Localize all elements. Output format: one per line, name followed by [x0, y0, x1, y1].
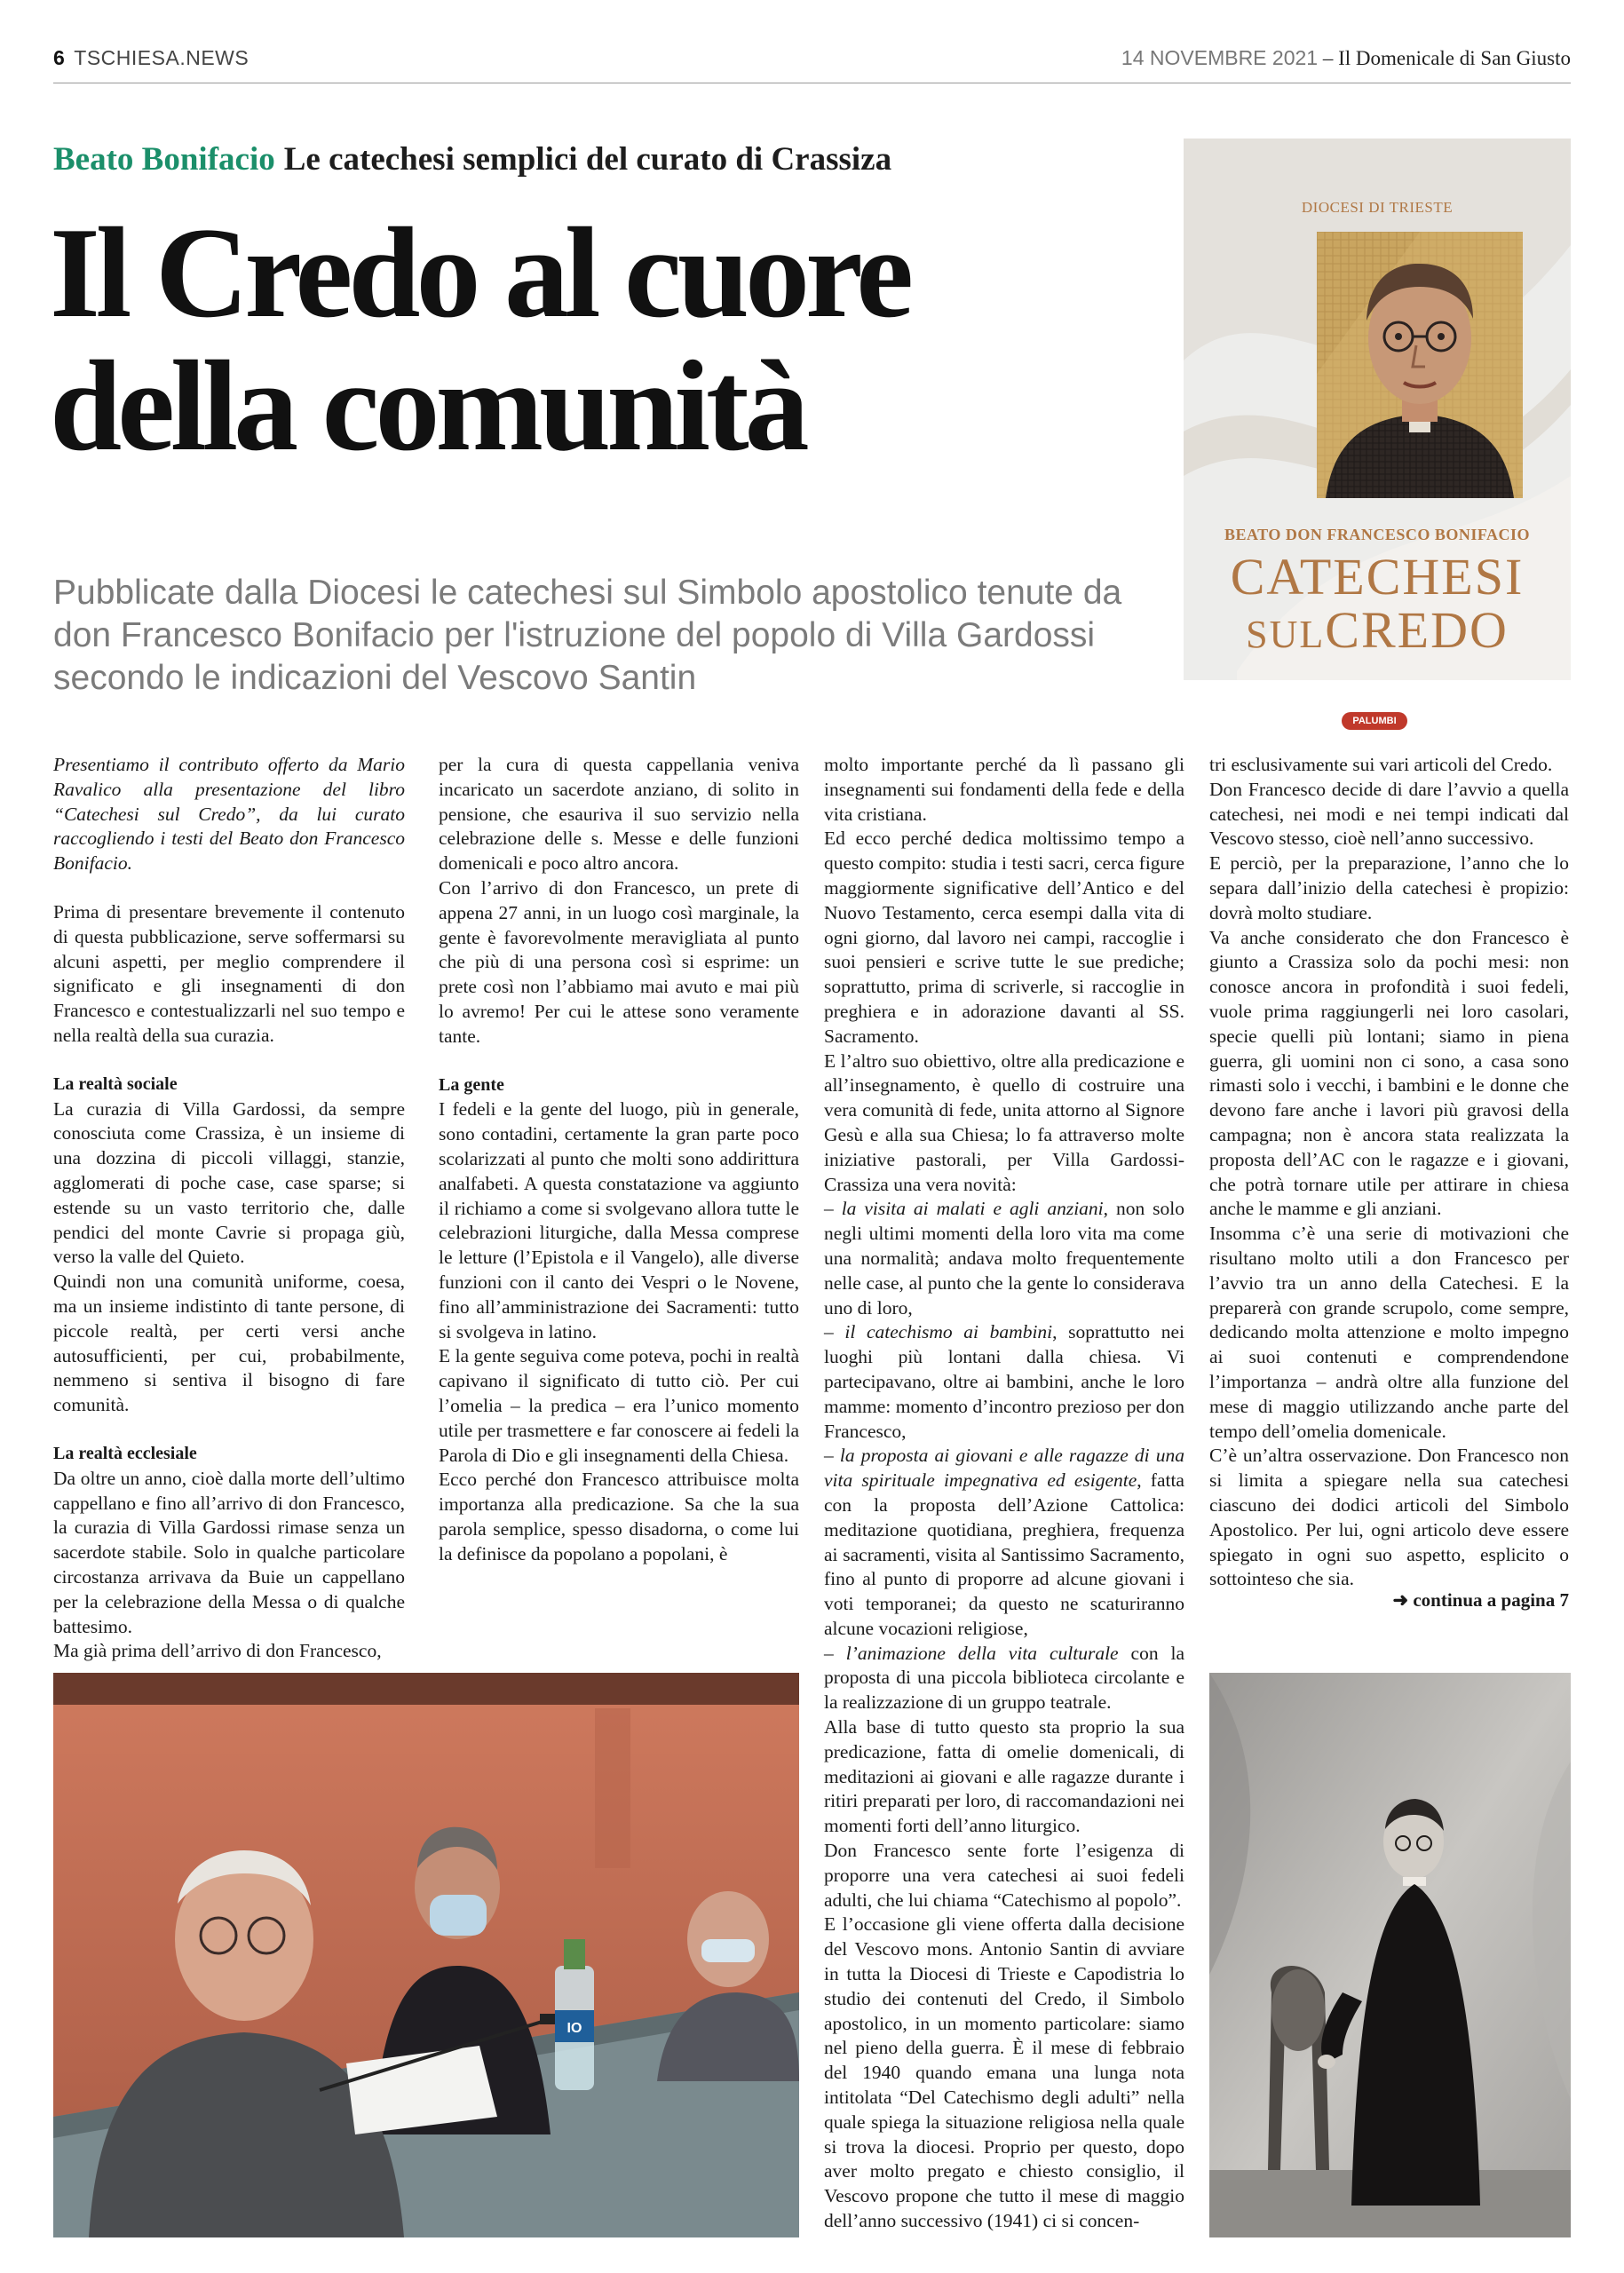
continue-link[interactable]	[1393, 1589, 1570, 1612]
list-item-emphasis: la proposta ai giovani e alle ragazze di una vita spirituale impegnativa ed esigente	[824, 1445, 1185, 1492]
header-separator: –	[1318, 47, 1339, 69]
list-item-text: , fatta con la proposta dell’Azione Cattolica: meditazione quotidiana, preghiera, frequenza ai sacramenti, visita al Santissimo Sacramento, fino al punto di proporre ad alcune giovani i voti temporanei; da questo ne scaturiranno alcune vocazioni religiose,	[824, 1469, 1184, 1639]
paragraph: Con l’arrivo di don Francesco, un prete di appena 27 anni, in un luogo così marginale, la gente è favorevolmente meravigliata al punto che più di una persona così si esprime: un prete così non l’abbiamo mai avuto e mai più lo avremo! Per cui le attese sono veramente tante.	[439, 876, 799, 1047]
cover-title-line-2	[1184, 600, 1571, 660]
historic-portrait-photo	[1209, 1673, 1571, 2237]
paragraph: molto importante perché da lì passano gli insegnamenti sui fondamenti della fede e della vita cristiana.	[824, 754, 1184, 825]
water-bottle-label: IO	[566, 2021, 582, 2036]
paragraph: Insomma c’è una serie di motivazioni che risultano molto utili a don Francesco per l’avvio tra un anno della Catechesi. E la preparerà con grande scrupolo, come sempre, dedicando molta attenzione e molto impegno ai suoi contenuti e comprendendone l’importanza – andrà oltre alla funzione del mese di maggio utilizzando anche parte del tempo dell’omelia domenicale.	[1209, 1223, 1569, 1442]
paragraph: E l’occasione gli viene offerta dalla decisione del Vescovo mons. Antonio Santin di avviare in tutta la Diocesi di Trieste e Capodistria lo studio dei contenuti del Credo, il Simbolo apostolico, in un momento particolare: siamo nel pieno della guerra. È il mese di febbraio del 1940 quando emana una lunga nota intitolata “Del Catechismo degli adulti” nella quale spiega la situazione religiosa nella quale si trova la diocesi. Proprio per questo, dopo aver molto pregato e chiesto consiglio, il Vescovo propone che tutto il mese di maggio dell’anno successivo (1941) ci si concen-	[824, 1913, 1184, 2232]
paragraph: Ma già prima dell’arrivo di don Francesco,	[53, 1640, 382, 1662]
deck-subtitle: Pubblicate dalla Diocesi le catechesi sul Simbolo apostolico tenute da don Francesco Bonifacio per l'istruzione del popolo di Villa Gardossi secondo le indicazioni del Vescovo Santin	[53, 574, 1122, 697]
list-item-emphasis: la visita ai malati e agli anziani	[841, 1198, 1104, 1220]
conference-photo	[53, 1673, 799, 2237]
list-item-text: , soprattutto nei luoghi più lontani dalla chiesa. Vi partecipavano, oltre ai bambini, anche le loro mamme: momento d’incontro prezioso per don Francesco,	[824, 1321, 1184, 1442]
continue-text: continua a pagina 7	[1413, 1589, 1569, 1611]
paragraph: E l’altro suo obiettivo, oltre alla predicazione e all’insegnamento, è quello di costruire una vera comunità di fede, unita attorno al Signore Gesù e alla sua Chiesa; lo fa attraverso molte iniziative pastorali, per Villa Gardossi-Crassiza una vera novità:	[824, 1049, 1184, 1195]
paragraph: Don Francesco decide di dare l’avvio a quella catechesi, nei modi e nei tempi indicati dal Vescovo stesso, cioè nell’anno successivo.	[1209, 778, 1569, 850]
article-column-2	[439, 753, 799, 1567]
paragraph: Da oltre un anno, cioè dalla morte dell’ultimo cappellano e fino all’arrivo di don Francesco, la curazia di Villa Gardossi rimase senza un sacerdote stabile. Solo in qualche particolare circostanza arrivava da Buie un cappellano per la celebrazione della Messa o di qualche battesimo.	[53, 1467, 405, 1637]
paragraph: per la cura di questa cappellania veniva incaricato un sacerdote anziano, di solito in pensione, che esauriva il suo servizio nella celebrazione delle s. Messe e delle funzioni domenicali e poco altro ancora.	[439, 754, 799, 875]
paragraph: C’è un’altra osservazione. Don Francesco non si limita a spiegare nella sua catechesi ciascuno dei dodici articoli del Simbolo Apostolico. Per lui, ogni articolo deve essere spiegato in ogni suo aspetto, esplicito o sottointeso che sia.	[1209, 1445, 1569, 1590]
paragraph: tri esclusivamente sui vari articoli del Credo.	[1209, 754, 1553, 775]
list-item-text: , non solo negli ultimi momenti della loro vita ma come una normalità; andava molto frequentemente nelle case, al punto che la gente lo considerava uno di loro,	[824, 1198, 1185, 1319]
paragraph: Prima di presentare brevemente il contenuto di questa pubblicazione, serve soffermarsi su alcuni aspetti, per meglio comprendere il significato e gli insegnamenti di don Francesco e contestualizzarli nel suo tempo e nella realtà della sua curazia.	[53, 900, 405, 1046]
mosaic-portrait	[1317, 232, 1523, 498]
cover-title-credo: CREDO	[1325, 601, 1509, 659]
site-name[interactable]: TSCHIESA.NEWS	[74, 46, 250, 69]
section-heading: La realtà sociale	[53, 1073, 178, 1094]
paragraph: Ed ecco perché dedica moltissimo tempo a questo compito: studia i testi sacri, cerca figure maggiormente significative dell’Antico e del Nuovo Testamento, cerca esempi dalla vita di ogni giorno, dal lavoro nei campi, raccoglie i suoi pensieri e scrive tutte le sue prediche; soprattutto, prima di scriverle, si raccoglie in preghiera e in adorazione davanti al SS. Sacramento.	[824, 828, 1184, 1047]
list-item-text: con la proposta di una piccola biblioteca circolante e la realizzazione di un gruppo teatrale.	[824, 1642, 1185, 1714]
headline	[50, 201, 1168, 478]
section-heading: La gente	[439, 1074, 504, 1095]
paragraph: E perciò, per la preparazione, l’anno che lo separa dall’inizio della catechesi è propizio: dovrà molto studiare.	[1209, 852, 1569, 923]
page-number: 6	[53, 46, 66, 69]
cover-title-sul: SUL	[1246, 613, 1326, 656]
headline-line-1: Il Credo al cuore	[50, 201, 910, 345]
page-header-left	[53, 46, 249, 70]
paragraph: Quindi non una comunità uniforme, coesa, ma un insieme indistinto di tante persone, di piccole realtà, per certi versi anche autosufficienti, per cui, probabilmente, nemmeno si sentiva il bisogno di fare comunità.	[53, 1271, 405, 1416]
list-item: – l’animazione della vita culturale con la proposta di una piccola biblioteca circolante e la realizzazione di un gruppo teatrale.	[824, 1642, 1185, 1714]
article-column-3	[824, 753, 1184, 2234]
paragraph: La curazia di Villa Gardossi, da sempre conosciuta come Crassiza, è un insieme di una dozzina di piccoli villaggi, stanzie, agglomerati di poche case, case sparse; si estende su un vasto territorio che, dalle pendici del monte Cavrie si propaga giù, verso la valle del Quieto.	[53, 1097, 405, 1268]
publication-name: Il Domenicale di San Giusto	[1338, 47, 1571, 69]
article-column-1	[53, 753, 405, 1664]
paragraph: Alla base di tutto questo sta proprio la sua predicazione, fatta di omelie domenicali, di meditazioni ai giovani e alle ragazze durante i ritiri preparati per loro, di raccomandazioni nei momenti forti dell’anno liturgico.	[824, 1716, 1184, 1837]
paragraph: Don Francesco sente forte l’esigenza di proporre una vera catechesi ai suoi fedeli adulti, che lui chiama “Catechismo al popolo”.	[824, 1840, 1184, 1911]
article-column-4	[1209, 753, 1569, 1592]
list-item: – la visita ai malati e agli anziani, non solo negli ultimi momenti della loro vita ma come una normalità; andava molto frequentemente nelle case, al punto che la gente lo considerava uno di loro,	[824, 1198, 1185, 1319]
kicker	[53, 140, 891, 178]
list-item: – la proposta ai giovani e alle ragazze di una vita spirituale impegnativa ed esigente, fatta con la proposta dell’Azione Cattolica: meditazione quotidiana, preghiera, frequenza ai sacramenti, visita al Santissimo Sacramento, fino al punto di proporre ad alcune giovani i voti temporanei; da questo ne scaturiranno alcune vocazioni religiose,	[824, 1445, 1185, 1639]
cover-diocesi-label: DIOCESI DI TRIESTE	[1301, 199, 1454, 216]
issue-date: 14 NOVEMBRE 2021	[1121, 46, 1319, 69]
paragraph: Ecco perché don Francesco attribuisce molta importanza alla predicazione. Sa che la sua parola semplice, spesso disadorna, o come lui la definisce da popolano a popolani, è	[439, 1469, 799, 1564]
list-item-emphasis: l’animazione della vita culturale	[845, 1642, 1119, 1664]
kicker-text: Le catechesi semplici del curato di Crassiza	[283, 141, 892, 178]
paragraph: E la gente seguiva come poteva, pochi in realtà capivano il significato di tutto ciò. Per cui l’omelia – la predica – era l’unico momento utile per trasmettere e far conoscere ai fedeli la Parola di Dio e gli insegnamenti della Chiesa.	[439, 1345, 799, 1466]
intro-paragraph: Presentiamo il contributo offerto da Mario Ravalico alla presentazione del libro “Catechesi sul Credo”, da lui curato raccogliendo i testi del Beato don Francesco Bonifacio.	[53, 754, 405, 875]
list-item-emphasis: il catechismo ai bambini	[844, 1321, 1053, 1343]
conference-photo-graphic	[53, 1673, 799, 2237]
historic-portrait-graphic	[1209, 1673, 1571, 2237]
list-item: – il catechismo ai bambini, soprattutto nei luoghi più lontani dalla chiesa. Vi partecipavano, oltre ai bambini, anche le loro mamme: momento d’incontro prezioso per don Francesco,	[824, 1321, 1184, 1442]
paragraph: I fedeli e la gente del luogo, più in generale, sono contadini, certamente la gran parte poco scolarizzati al punto che molti sono addirittura analfabeti. A questa constatazione va aggiunto il richiamo a come si svolgevano allora tutte le celebrazioni liturgiche, dalla Messa comprese le letture (l’Epistola e il Vangelo), alle diverse funzioni con il canto dei Vespri o le Novene, fino all’amministrazione dei Sacramenti: tutto si svolgeva in latino.	[439, 1098, 799, 1342]
headline-line-2: della comunità	[50, 334, 805, 478]
page-header-right	[1121, 46, 1571, 70]
section-heading: La realtà ecclesiale	[53, 1443, 197, 1463]
publisher-badge: PALUMBI	[1342, 712, 1407, 730]
arrow-right-icon: ➜	[1392, 1589, 1409, 1611]
book-cover	[1184, 139, 1571, 726]
cover-title-line-1: CATECHESI	[1230, 548, 1525, 606]
kicker-label: Beato Bonifacio	[53, 141, 275, 178]
cover-beato-label: BEATO DON FRANCESCO BONIFACIO	[1224, 526, 1531, 543]
paragraph: Va anche considerato che don Francesco è giunto a Crassiza solo da pochi mesi: non conosce ancora in profondità i suoi fedeli, vuole prima raggiungerli nei loro casolari, specie quelli più lontani; siamo in piena guerra, gli uomini non ci sono, a casa sono rimasti solo i vecchi, i bambini e le donne che devono fare anche i lavori più gravosi della campagna; non è ancora stata realizzata la proposta dell’AC con le ragazze e i giovani, che potrà tornare utile per attirare in chiesa anche le mamme e gli anziani.	[1209, 926, 1569, 1220]
